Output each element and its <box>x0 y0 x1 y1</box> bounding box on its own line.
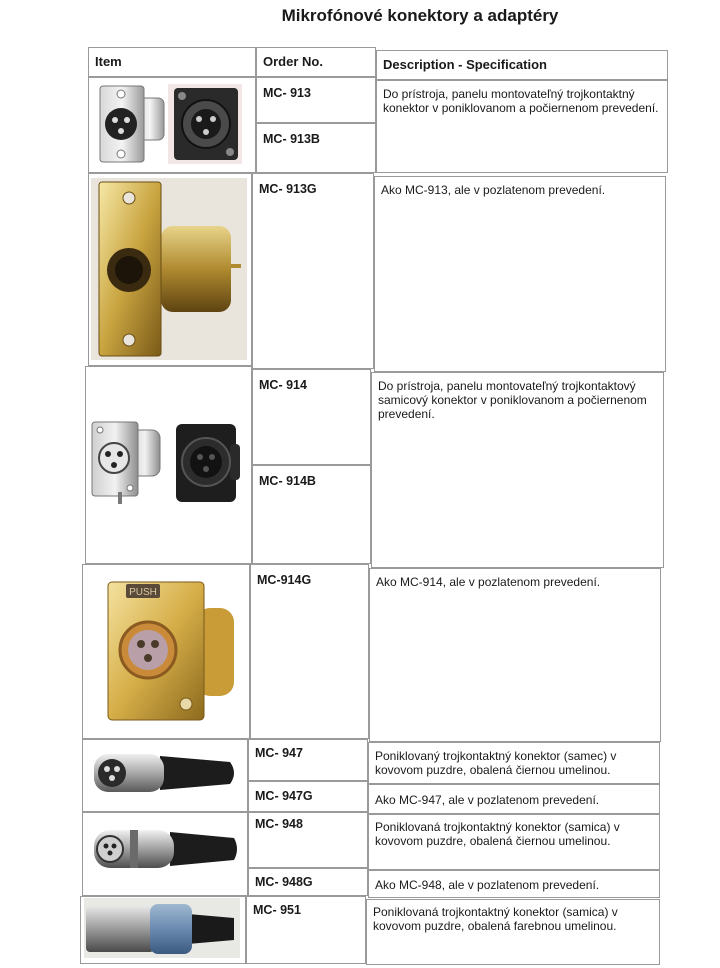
desc-mc-947g: Ako MC-947, ale v pozlatenom prevedení. <box>368 784 660 814</box>
header-order: Order No. <box>256 47 376 77</box>
order-mc-913: MC- 913 <box>256 77 376 123</box>
header-description: Description - Specification <box>376 50 668 80</box>
product-image-mc-913g <box>91 178 247 360</box>
desc-mc-948g: Ako MC-948, ale v pozlatenom prevedení. <box>368 870 660 898</box>
product-image-mc-914b <box>170 418 244 506</box>
product-image-mc-951 <box>84 898 240 958</box>
desc-mc-913g: Ako MC-913, ale v pozlatenom prevedení. <box>374 176 666 372</box>
desc-mc-914g: Ako MC-914, ale v pozlatenom prevedení. <box>369 568 661 742</box>
desc-mc-948: Poniklovaná trojkontaktný konektor (samica) v kovovom puzdre, obalená čiernou umelinou. <box>368 814 660 870</box>
order-mc-914g: MC-914G <box>250 564 369 739</box>
order-mc-951: MC- 951 <box>246 896 366 964</box>
page-title: Mikrofónové konektory a adaptéry <box>281 6 559 25</box>
product-image-mc-914 <box>90 418 162 506</box>
desc-mc-947: Poniklovaný trojkontaktný konektor (samec) v kovovom puzdre, obalená čiernou umelinou. <box>368 742 660 784</box>
push-label: PUSH <box>129 587 157 598</box>
order-mc-947: MC- 947 <box>248 739 368 781</box>
order-mc-914b: MC- 914B <box>252 465 371 564</box>
header-item: Item <box>88 47 256 77</box>
product-image-mc-914g <box>104 578 238 724</box>
product-image-mc-947 <box>90 748 240 798</box>
order-mc-914: MC- 914 <box>252 369 371 465</box>
order-mc-947g: MC- 947G <box>248 781 368 812</box>
order-mc-948g: MC- 948G <box>248 868 368 896</box>
product-image-mc-913 <box>98 84 166 166</box>
order-mc-913b: MC- 913B <box>256 123 376 173</box>
order-mc-913g: MC- 913G <box>252 173 374 369</box>
order-mc-948: MC- 948 <box>248 812 368 868</box>
desc-mc-914: Do prístroja, panelu montovateľný trojkontaktový samicový konektor v poniklovanom a počiernenom prevedení. <box>371 372 664 568</box>
product-image-mc-948 <box>90 822 240 876</box>
product-image-mc-913b <box>168 84 242 164</box>
desc-mc-951: Poniklovaná trojkontaktný konektor (samica) v kovovom puzdre, obalená farebnou umelinou. <box>366 899 660 965</box>
desc-mc-913: Do prístroja, panelu montovateľný trojkontaktný konektor v poniklovanom a počiernenom prevedení. <box>376 80 668 173</box>
